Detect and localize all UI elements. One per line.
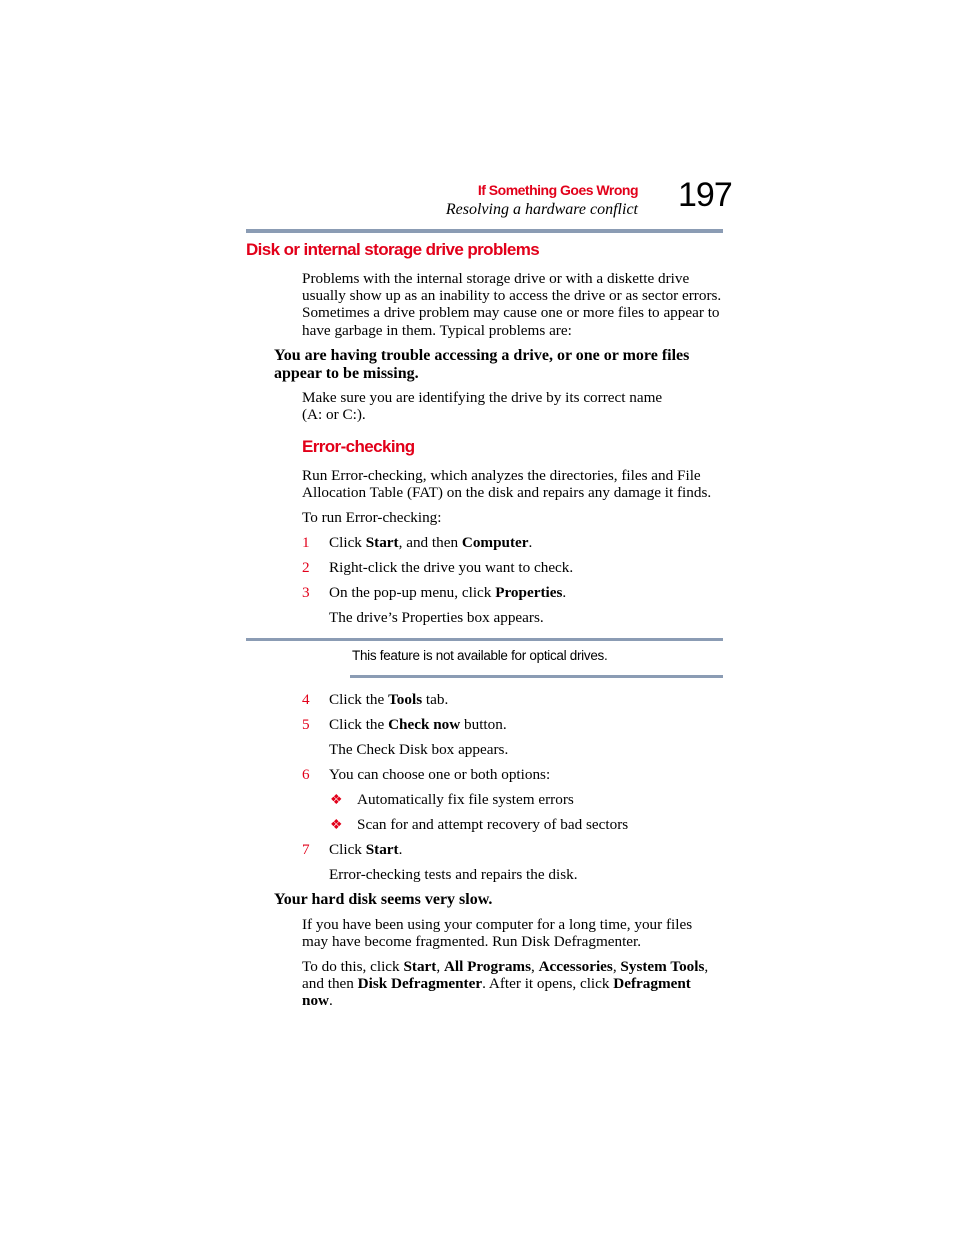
diamond-bullet-icon: ❖ bbox=[330, 793, 343, 808]
option-text: Automatically fix file system errors bbox=[357, 791, 574, 808]
step-number: 1 bbox=[302, 534, 310, 551]
step-text: You can choose one or both options: bbox=[329, 766, 551, 783]
step-text: Click the Tools tab. bbox=[329, 691, 449, 708]
step3-result: The drive’s Properties box appears. bbox=[329, 609, 544, 626]
page-number: 197 bbox=[678, 176, 732, 214]
step-text: Click Start, and then Computer. bbox=[329, 534, 533, 551]
heading-error-checking: Error-checking bbox=[302, 437, 415, 456]
step-text: Click Start. bbox=[329, 841, 403, 858]
heading-disk-problems: Disk or internal storage drive problems bbox=[246, 240, 540, 259]
error-checking-intro: Run Error-checking, which analyzes the directories, files and File Allocation Table (FAT) on the disk and repairs any damage it finds. bbox=[302, 467, 712, 502]
option-item bbox=[330, 816, 720, 834]
note-rule-bottom bbox=[350, 675, 723, 678]
diamond-bullet-icon: ❖ bbox=[330, 818, 343, 833]
intro-paragraph: Problems with the internal storage drive or with a diskette drive usually show up as an inability to access the drive or as sector errors. Sometimes a drive problem may cause one or more files to appear to have garbage in them. Typical problems are: bbox=[302, 270, 722, 339]
step-number: 4 bbox=[302, 691, 310, 708]
note-text: This feature is not available for optical drives. bbox=[352, 648, 608, 663]
to-run-text: To run Error-checking: bbox=[302, 509, 442, 526]
step-text: On the pop-up menu, click Properties. bbox=[329, 584, 567, 601]
step-number: 2 bbox=[302, 559, 310, 576]
step-text: Click the Check now button. bbox=[329, 716, 507, 733]
problem2-body: If you have been using your computer for a long time, your files may have become fragmented. Run Disk Defragmenter. bbox=[302, 916, 693, 951]
step5-result: The Check Disk box appears. bbox=[329, 741, 509, 758]
problem2-instructions: To do this, click Start, All Programs, Accessories, System Tools, and then Disk Defragmenter. After it opens, click Defragment now. bbox=[302, 958, 709, 1010]
step-number: 3 bbox=[302, 584, 310, 601]
problem2-title: Your hard disk seems very slow. bbox=[274, 891, 493, 908]
header-rule bbox=[246, 229, 723, 233]
problem1-body-line2: (A: or C:). bbox=[302, 406, 366, 424]
step-number: 6 bbox=[302, 766, 310, 783]
step-number: 7 bbox=[302, 841, 310, 858]
option-text: Scan for and attempt recovery of bad sectors bbox=[357, 816, 629, 833]
option-item bbox=[330, 791, 720, 809]
step-number: 5 bbox=[302, 716, 310, 733]
problem1-body-line1: Make sure you are identifying the drive by its correct name bbox=[302, 389, 663, 406]
note-rule-top bbox=[246, 638, 723, 641]
chapter-title: If Something Goes Wrong bbox=[477, 182, 638, 198]
step7-result: Error-checking tests and repairs the disk. bbox=[329, 866, 578, 883]
section-title: Resolving a hardware conflict bbox=[445, 201, 638, 218]
problem1-body bbox=[302, 389, 722, 423]
step-text: Right-click the drive you want to check. bbox=[329, 559, 574, 576]
problem1-title: You are having trouble accessing a drive, or one or more files appear to be missing. bbox=[274, 347, 690, 382]
